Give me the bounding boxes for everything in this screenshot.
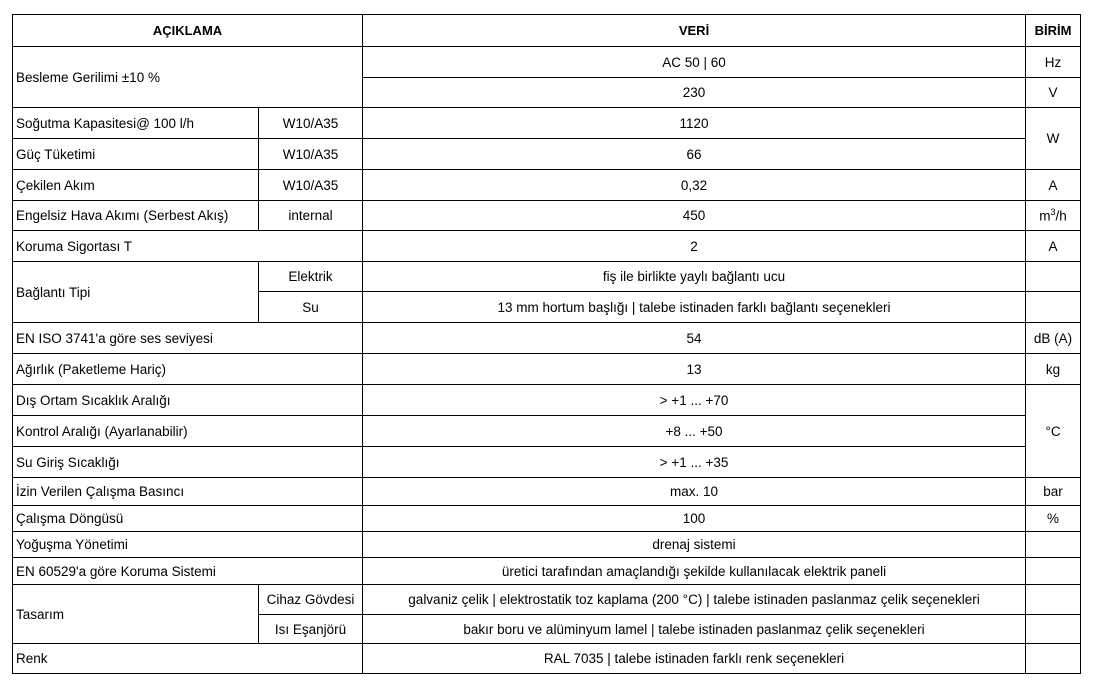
design-body-label: Cihaz Gövdesi — [259, 585, 363, 615]
supply-volt-unit: V — [1026, 78, 1081, 108]
protection-label: EN 60529'a göre Koruma Sistemi — [13, 558, 363, 585]
duty-label: Çalışma Döngüsü — [13, 506, 363, 532]
noise-value: 54 — [363, 323, 1026, 354]
power-label: Güç Tüketimi — [13, 139, 259, 170]
table-row — [13, 385, 1081, 416]
condensate-unit — [1026, 532, 1081, 558]
airflow-unit-base: m — [1039, 208, 1051, 224]
fuse-unit: A — [1026, 231, 1081, 262]
fuse-value: 2 — [363, 231, 1026, 262]
color-label: Renk — [13, 644, 363, 674]
table-row — [13, 447, 1081, 478]
current-label: Çekilen Akım — [13, 170, 259, 201]
airflow-label: Engelsiz Hava Akımı (Serbest Akış) — [13, 201, 259, 231]
table-row — [13, 585, 1081, 615]
supply-volt-value: 230 — [363, 78, 1026, 108]
color-value: RAL 7035 | talebe istinaden farklı renk seçenekleri — [363, 644, 1026, 674]
connection-electric-value: fiş ile birlikte yaylı bağlantı ucu — [363, 262, 1026, 292]
cooling-label: Soğutma Kapasitesi@ 100 l/h — [13, 108, 259, 139]
airflow-unit-sup: 3 — [1050, 207, 1056, 218]
header-row — [13, 15, 1081, 47]
table-row — [13, 108, 1081, 139]
table-row — [13, 478, 1081, 506]
weight-label: Ağırlık (Paketleme Hariç) — [13, 354, 363, 385]
table-row — [13, 416, 1081, 447]
control-value: +8 ... +50 — [363, 416, 1026, 447]
design-hx-unit — [1026, 615, 1081, 644]
header-unit: BİRİM — [1026, 15, 1081, 47]
ambient-value: > +1 ... +70 — [363, 385, 1026, 416]
current-value: 0,32 — [363, 170, 1026, 201]
fuse-label: Koruma Sigortası T — [13, 231, 363, 262]
connection-label: Bağlantı Tipi — [13, 262, 259, 323]
current-unit: A — [1026, 170, 1081, 201]
noise-unit: dB (A) — [1026, 323, 1081, 354]
table-row — [13, 354, 1081, 385]
water-in-value: > +1 ... +35 — [363, 447, 1026, 478]
table-row — [13, 231, 1081, 262]
cooling-condition: W10/A35 — [259, 108, 363, 139]
airflow-condition: internal — [259, 201, 363, 231]
pressure-value: max. 10 — [363, 478, 1026, 506]
design-body-value: galvaniz çelik | elektrostatik toz kaplama (200 °C) | talebe istinaden paslanmaz çelik seçenekleri — [363, 585, 1026, 615]
power-condition: W10/A35 — [259, 139, 363, 170]
header-description: AÇIKLAMA — [13, 15, 363, 47]
control-label: Kontrol Aralığı (Ayarlanabilir) — [13, 416, 363, 447]
pressure-label: İzin Verilen Çalışma Basıncı — [13, 478, 363, 506]
supply-freq-value: AC 50 | 60 — [363, 47, 1026, 78]
connection-water-unit — [1026, 292, 1081, 323]
power-unit: W — [1026, 108, 1081, 170]
protection-value: üretici tarafından amaçlandığı şekilde kullanılacak elektrik paneli — [363, 558, 1026, 585]
design-hx-label: Isı Eşanjörü — [259, 615, 363, 644]
duty-unit: % — [1026, 506, 1081, 532]
temperature-unit: °C — [1026, 385, 1081, 478]
airflow-unit — [1026, 201, 1081, 231]
table-row — [13, 558, 1081, 585]
table-row — [13, 532, 1081, 558]
protection-unit — [1026, 558, 1081, 585]
connection-water-label: Su — [259, 292, 363, 323]
header-value: VERİ — [363, 15, 1026, 47]
design-hx-value: bakır boru ve alüminyum lamel | talebe istinaden paslanmaz çelik seçenekleri — [363, 615, 1026, 644]
connection-electric-unit — [1026, 262, 1081, 292]
weight-unit: kg — [1026, 354, 1081, 385]
table-row — [13, 170, 1081, 201]
pressure-unit: bar — [1026, 478, 1081, 506]
power-value: 66 — [363, 139, 1026, 170]
table-row — [13, 506, 1081, 532]
condensate-label: Yoğuşma Yönetimi — [13, 532, 363, 558]
table-row — [13, 47, 1081, 78]
ambient-label: Dış Ortam Sıcaklık Aralığı — [13, 385, 363, 416]
spec-table — [12, 14, 1081, 674]
airflow-unit-tail: /h — [1055, 208, 1067, 224]
supply-label: Besleme Gerilimi ±10 % — [13, 47, 363, 108]
cooling-value: 1120 — [363, 108, 1026, 139]
table-row — [13, 323, 1081, 354]
table-row — [13, 644, 1081, 674]
table-row — [13, 139, 1081, 170]
design-label: Tasarım — [13, 585, 259, 644]
connection-water-value: 13 mm hortum başlığı | talebe istinaden farklı bağlantı seçenekleri — [363, 292, 1026, 323]
weight-value: 13 — [363, 354, 1026, 385]
condensate-value: drenaj sistemi — [363, 532, 1026, 558]
noise-label: EN ISO 3741'a göre ses seviyesi — [13, 323, 363, 354]
color-unit — [1026, 644, 1081, 674]
current-condition: W10/A35 — [259, 170, 363, 201]
table-row — [13, 201, 1081, 231]
water-in-label: Su Giriş Sıcaklığı — [13, 447, 363, 478]
supply-freq-unit: Hz — [1026, 47, 1081, 78]
table-row — [13, 262, 1081, 292]
design-body-unit — [1026, 585, 1081, 615]
duty-value: 100 — [363, 506, 1026, 532]
connection-electric-label: Elektrik — [259, 262, 363, 292]
airflow-value: 450 — [363, 201, 1026, 231]
